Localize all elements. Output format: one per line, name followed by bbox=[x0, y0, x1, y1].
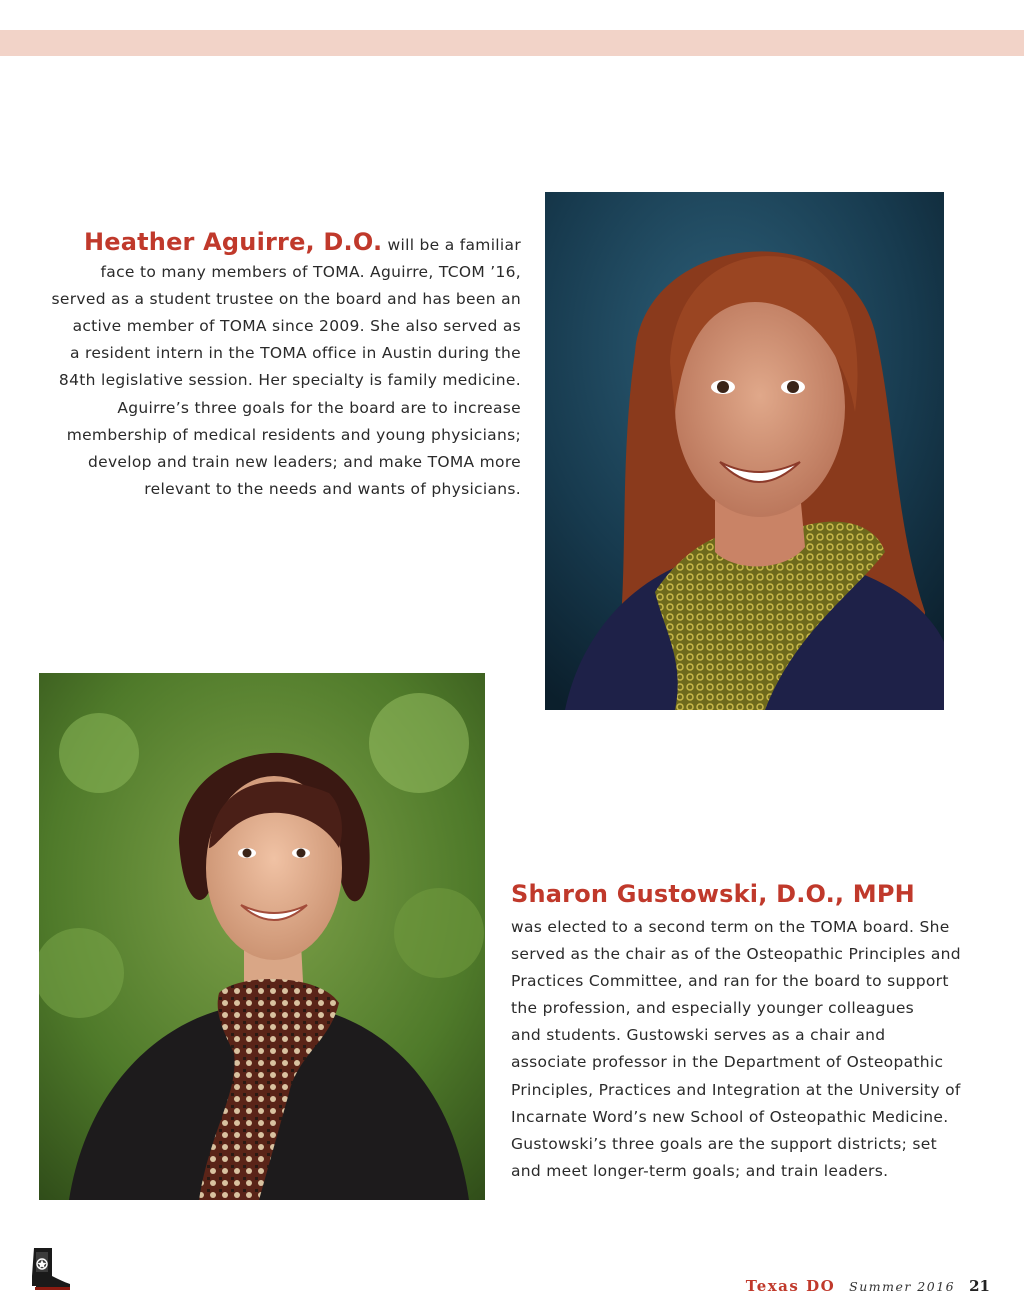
aguirre-bio-line: 84th legislative session. Her specialty is family medicine. bbox=[58, 371, 521, 390]
cowboy-boot-logo-icon bbox=[30, 1246, 72, 1292]
aguirre-bio-line: active member of TOMA since 2009. She also served as bbox=[72, 317, 521, 336]
aguirre-bio-line: membership of medical residents and young physicians; bbox=[66, 425, 521, 444]
gustowski-name: Sharon Gustowski, D.O., MPH bbox=[511, 880, 915, 908]
gustowski-bio-line: and meet longer-term goals; and train leaders. bbox=[511, 1161, 889, 1180]
aguirre-bio-line: a resident intern in the TOMA office in Austin during the bbox=[69, 344, 521, 363]
magazine-title: Texas DO bbox=[745, 1277, 836, 1295]
aguirre-bio-line: served as a student trustee on the board and has been an bbox=[51, 290, 521, 309]
gustowski-bio-line: Practices Committee, and ran for the board to support bbox=[511, 972, 949, 991]
gustowski-bio-line: the profession, and especially younger colleagues bbox=[511, 999, 915, 1018]
gustowski-bio-line: served as the chair as of the Osteopathic Principles and bbox=[511, 945, 961, 964]
page-footer bbox=[746, 1274, 990, 1298]
gustowski-bio-line: was elected to a second term on the TOMA board. She bbox=[511, 918, 950, 936]
aguirre-bio-line: develop and train new leaders; and make TOMA more bbox=[87, 452, 521, 471]
gustowski-bio-line: and students. Gustowski serves as a chair and bbox=[511, 1026, 886, 1045]
gustowski-bio-line: Principles, Practices and Integration at the University of bbox=[511, 1080, 961, 1099]
aguirre-bio bbox=[40, 229, 521, 503]
page-number: 21 bbox=[969, 1277, 990, 1295]
gustowski-portrait-photo bbox=[39, 673, 485, 1200]
aguirre-bio-line: Aguirre’s three goals for the board are to increase bbox=[117, 398, 521, 417]
aguirre-name: Heather Aguirre, D.O. bbox=[83, 228, 383, 256]
gustowski-bio-line: Gustowski’s three goals are the support districts; set bbox=[511, 1134, 937, 1153]
gustowski-bio-line: Incarnate Word’s new School of Osteopathic Medicine. bbox=[511, 1107, 949, 1126]
aguirre-portrait-photo bbox=[545, 192, 944, 710]
aguirre-bio-line-1: Heather Aguirre, D.O. will be a familiar bbox=[83, 228, 521, 256]
gustowski-bio-line: associate professor in the Department of Osteopathic bbox=[511, 1053, 944, 1072]
top-color-band bbox=[0, 30, 1024, 56]
aguirre-bio-line: relevant to the needs and wants of physicians. bbox=[144, 479, 521, 498]
issue-label: Summer 2016 bbox=[849, 1278, 956, 1294]
aguirre-bio-line: face to many members of TOMA. Aguirre, TCOM ’16, bbox=[100, 263, 521, 282]
gustowski-bio bbox=[511, 914, 981, 1185]
